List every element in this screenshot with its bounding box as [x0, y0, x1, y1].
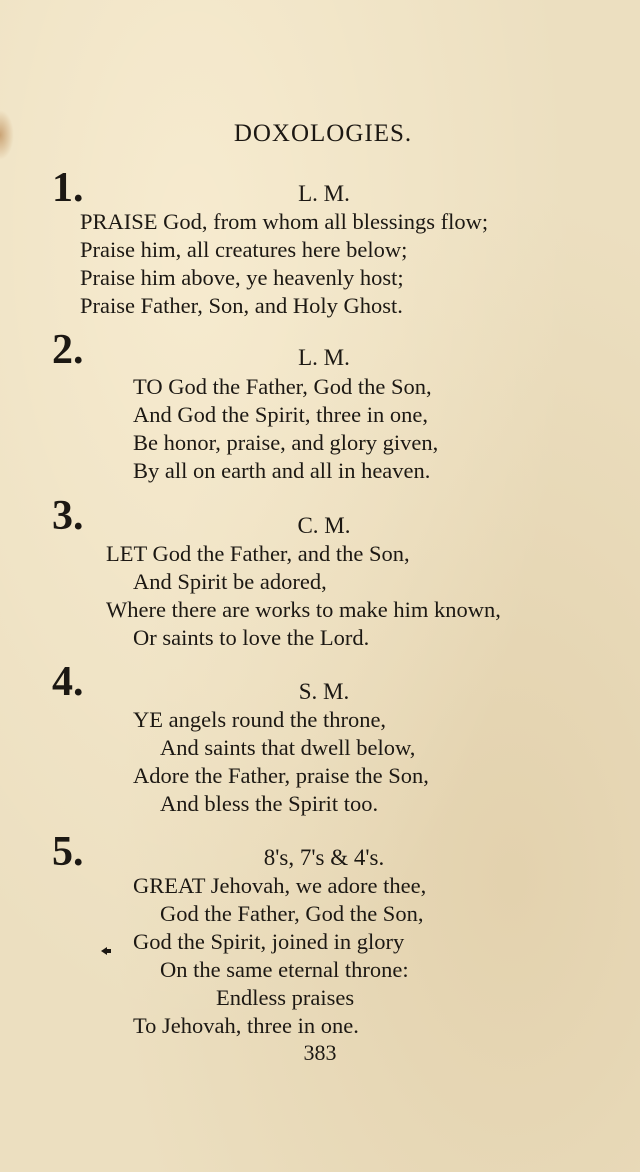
doxology-5-line-6: To Jehovah, three in one. — [133, 1013, 359, 1038]
doxology-meter-5: 8's, 7's & 4's. — [263, 845, 385, 870]
doxology-5-line-3: God the Spirit, joined in glory — [133, 929, 405, 954]
doxology-number-2: 2. — [52, 327, 84, 373]
doxology-2-line-4: By all on earth and all in heaven. — [133, 458, 431, 483]
doxology-meter-4: S. M. — [298, 679, 350, 704]
doxology-5-line-4: On the same eternal throne: — [160, 957, 409, 982]
page-number: 383 — [303, 1040, 337, 1065]
doxology-3-line-3: Where there are works to make him known, — [106, 597, 501, 622]
doxology-number-4: 4. — [52, 659, 84, 705]
doxology-1-line-3: Praise him above, ye heavenly host; — [80, 265, 404, 290]
doxology-4-line-3: Adore the Father, praise the Son, — [133, 763, 429, 788]
doxology-4-line-2: And saints that dwell below, — [160, 735, 416, 760]
doxology-meter-2: L. M. — [298, 345, 350, 370]
doxology-2-line-2: And God the Spirit, three in one, — [133, 402, 428, 427]
doxology-1-line-4: Praise Father, Son, and Holy Ghost. — [80, 293, 403, 318]
doxology-number-1: 1. — [52, 165, 84, 211]
doxology-2-line-3: Be honor, praise, and glory given, — [133, 430, 439, 455]
doxology-meter-1: L. M. — [298, 181, 350, 206]
doxology-5-line-2: God the Father, God the Son, — [160, 901, 424, 926]
doxology-3-line-2: And Spirit be adored, — [133, 569, 327, 594]
hand-pointer-icon — [100, 944, 112, 958]
hand-pointer-glyph — [100, 944, 112, 958]
doxology-4-line-4: And bless the Spirit too. — [160, 791, 379, 816]
doxology-number-5: 5. — [52, 829, 84, 875]
doxology-3-line-1: LET God the Father, and the Son, — [106, 541, 410, 566]
doxology-2-line-1: TO God the Father, God the Son, — [133, 374, 432, 399]
doxology-5-line-1: GREAT Jehovah, we adore thee, — [133, 873, 427, 898]
doxology-number-3: 3. — [52, 493, 84, 539]
doxology-4-line-1: YE angels round the throne, — [133, 707, 387, 732]
doxology-5-line-5: Endless praises — [216, 985, 355, 1010]
doxology-1-line-1: PRAISE God, from whom all blessings flow; — [80, 209, 489, 234]
doxology-1-line-2: Praise him, all creatures here below; — [80, 237, 408, 262]
doxology-3-line-4: Or saints to love the Lord. — [133, 625, 370, 650]
doxology-meter-3: C. M. — [297, 513, 351, 538]
page-title: DOXOLOGIES. — [233, 120, 413, 147]
